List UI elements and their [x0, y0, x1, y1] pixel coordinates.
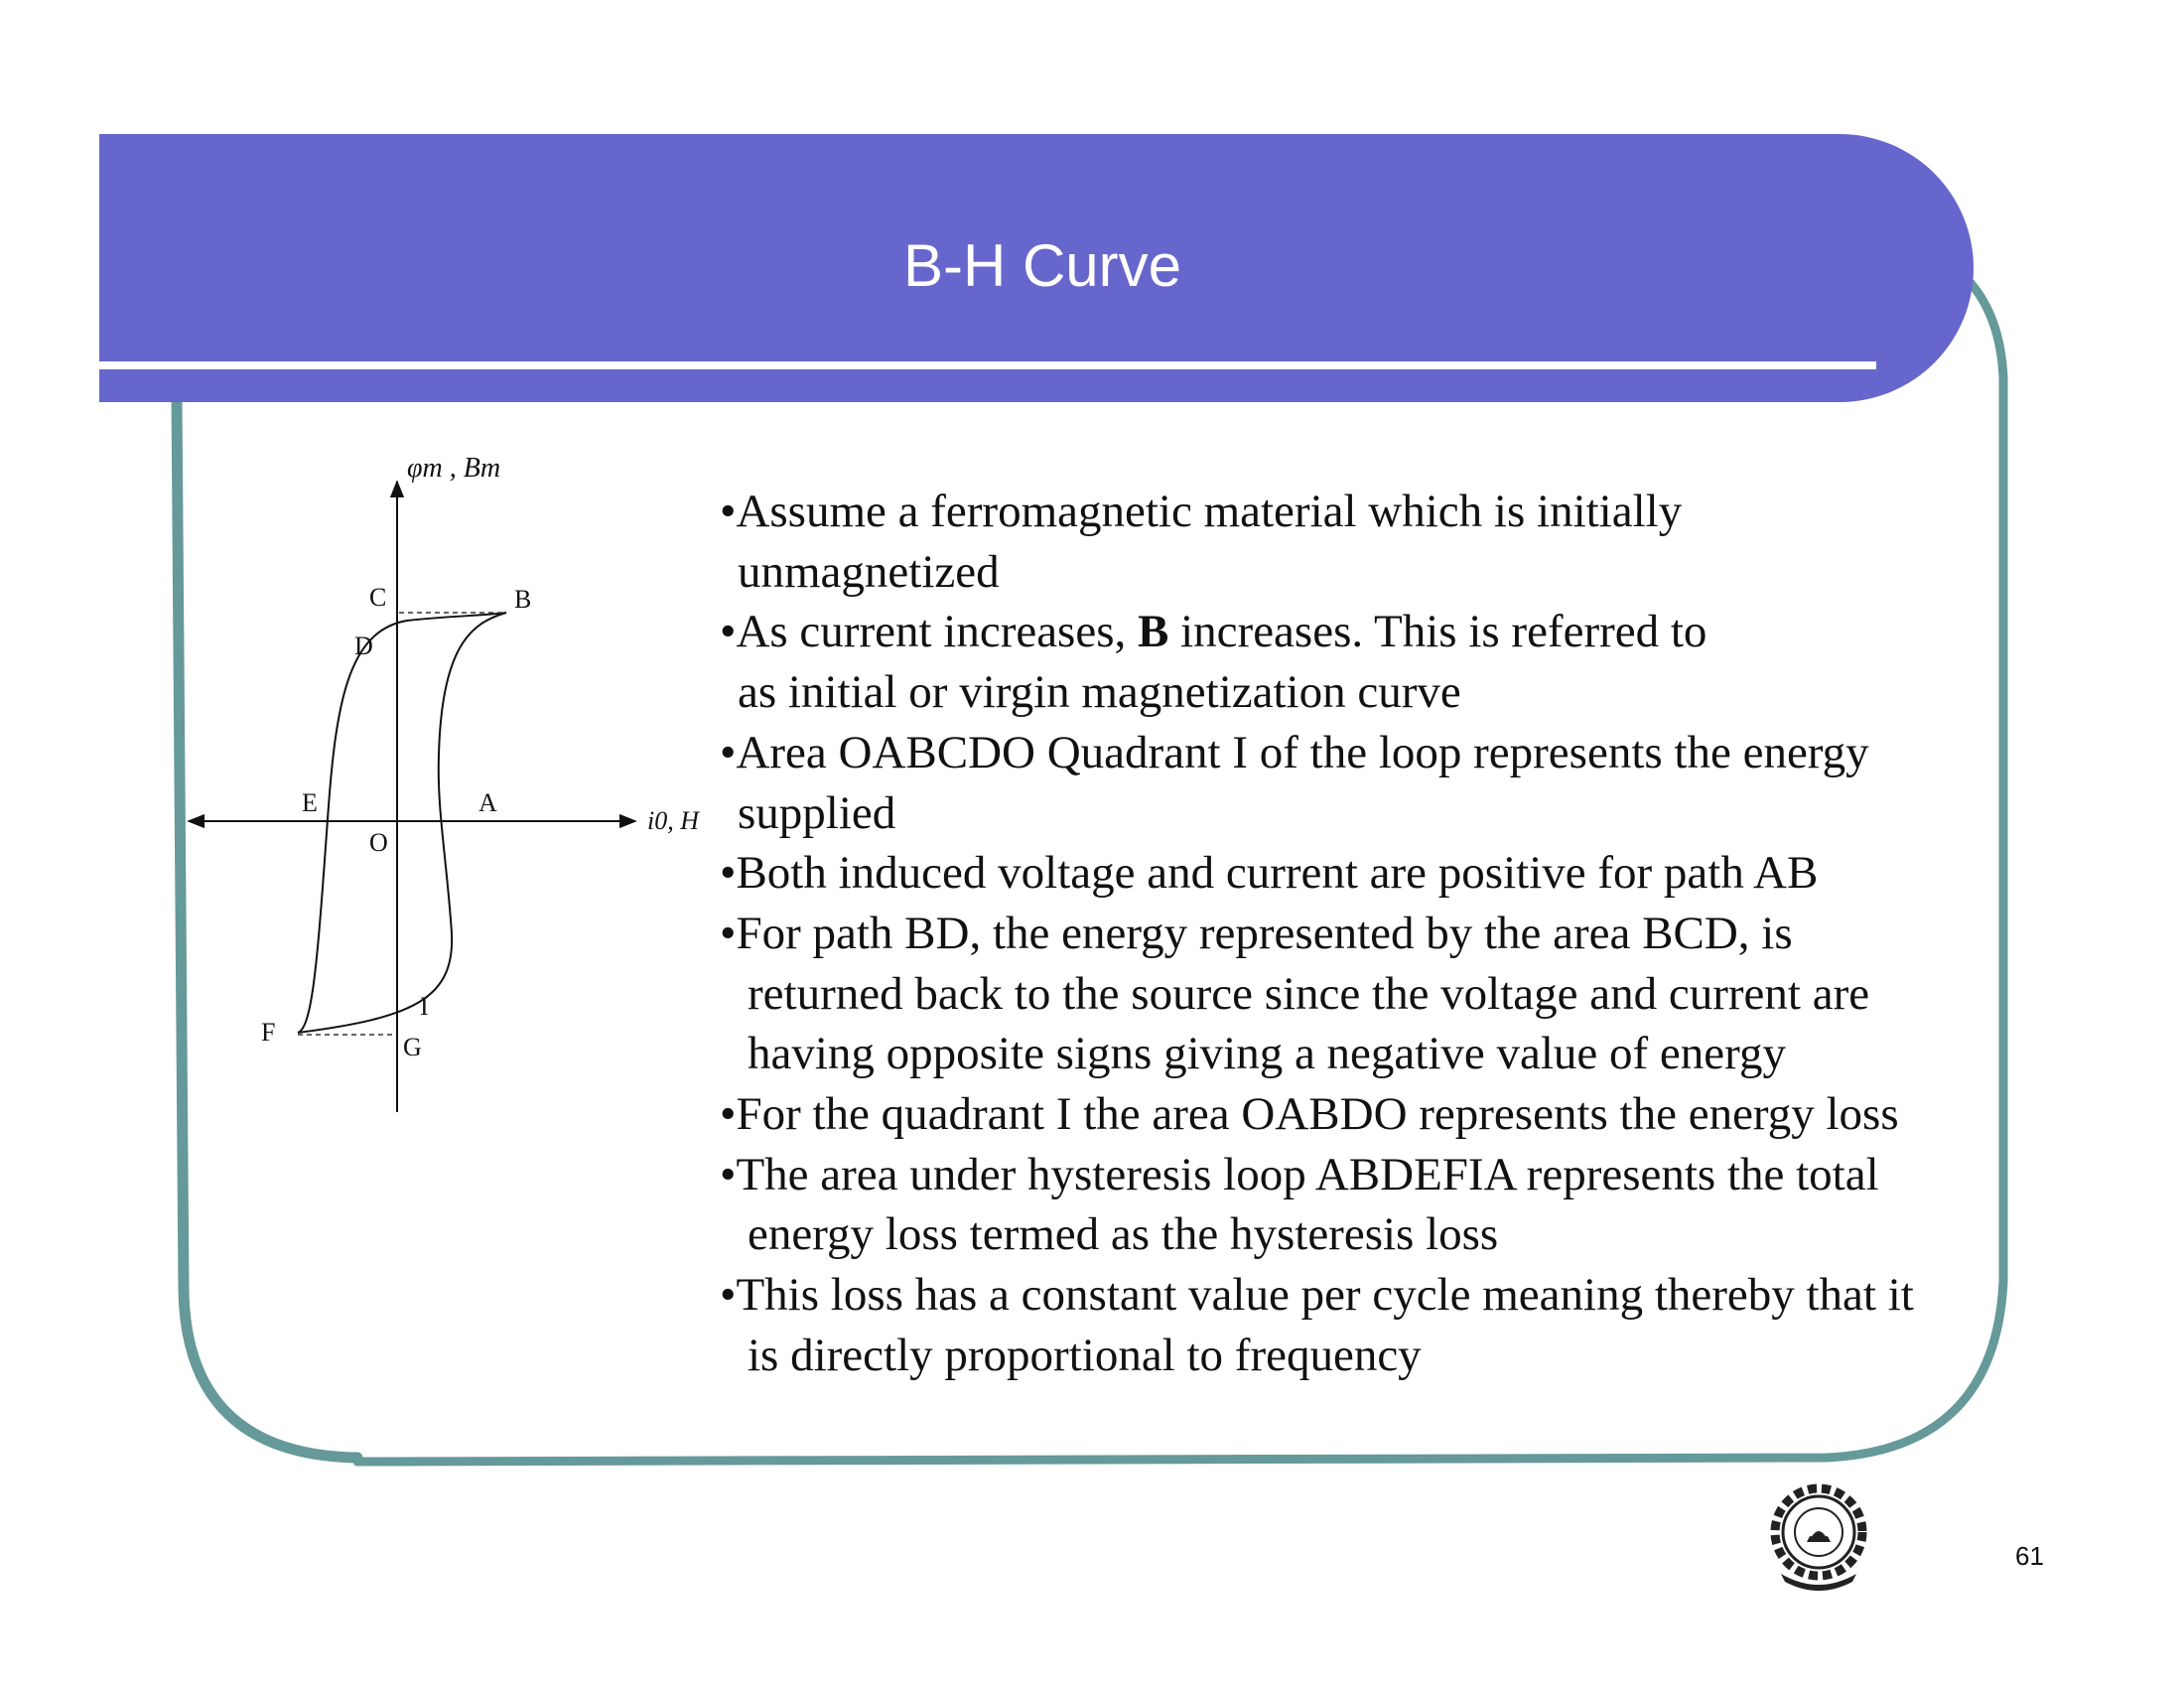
bullet-list	[720, 482, 2010, 1386]
bullet-3: •Area OABCDO Quadrant I of the loop represents the energy supplied	[720, 726, 1869, 839]
page-number: 61	[2015, 1541, 2044, 1571]
point-label-b: B	[514, 585, 532, 614]
point-label-e: E	[302, 788, 318, 817]
point-label-d: D	[354, 632, 373, 660]
point-label-o: O	[369, 828, 388, 857]
bold-b: B	[1138, 606, 1169, 658]
bullet-7: •The area under hysteresis loop ABDEFIA represents the total energy loss termed as the hysteresis loss	[720, 1148, 1879, 1261]
bullet-2: •As current increases, B increases. This is referred to as initial or virgin magnetization curve	[720, 606, 1707, 719]
bullet-5: •For path BD, the energy represented by the area BCD, is returned back to the source since the voltage and current are having opposite signs giving a negative value of energy	[720, 907, 1870, 1080]
bullet-4: •Both induced voltage and current are positive for path AB	[720, 847, 1819, 900]
point-label-a: A	[478, 788, 497, 817]
x-axis-label: i0, H	[647, 806, 699, 835]
point-label-f: F	[261, 1018, 276, 1047]
title-underline	[99, 361, 1876, 369]
y-axis-label: φm , Bm	[407, 453, 501, 484]
slide-title: B-H Curve	[902, 232, 1182, 299]
bullet-1: •Assume a ferromagnetic material which is initially unmagnetized	[720, 486, 1683, 598]
bullet-8: •This loss has a constant value per cycle meaning thereby that it is directly proportional to frequency	[720, 1269, 1914, 1381]
hysteresis-loop	[298, 613, 506, 1033]
point-label-i: I	[420, 992, 429, 1021]
institute-logo-icon	[1759, 1477, 1878, 1596]
bullet-6: •For the quadrant I the area OABDO represents the energy loss	[720, 1088, 1899, 1141]
point-label-c: C	[369, 583, 387, 612]
point-label-g: G	[403, 1033, 422, 1061]
bh-hysteresis-diagram	[169, 442, 725, 1157]
